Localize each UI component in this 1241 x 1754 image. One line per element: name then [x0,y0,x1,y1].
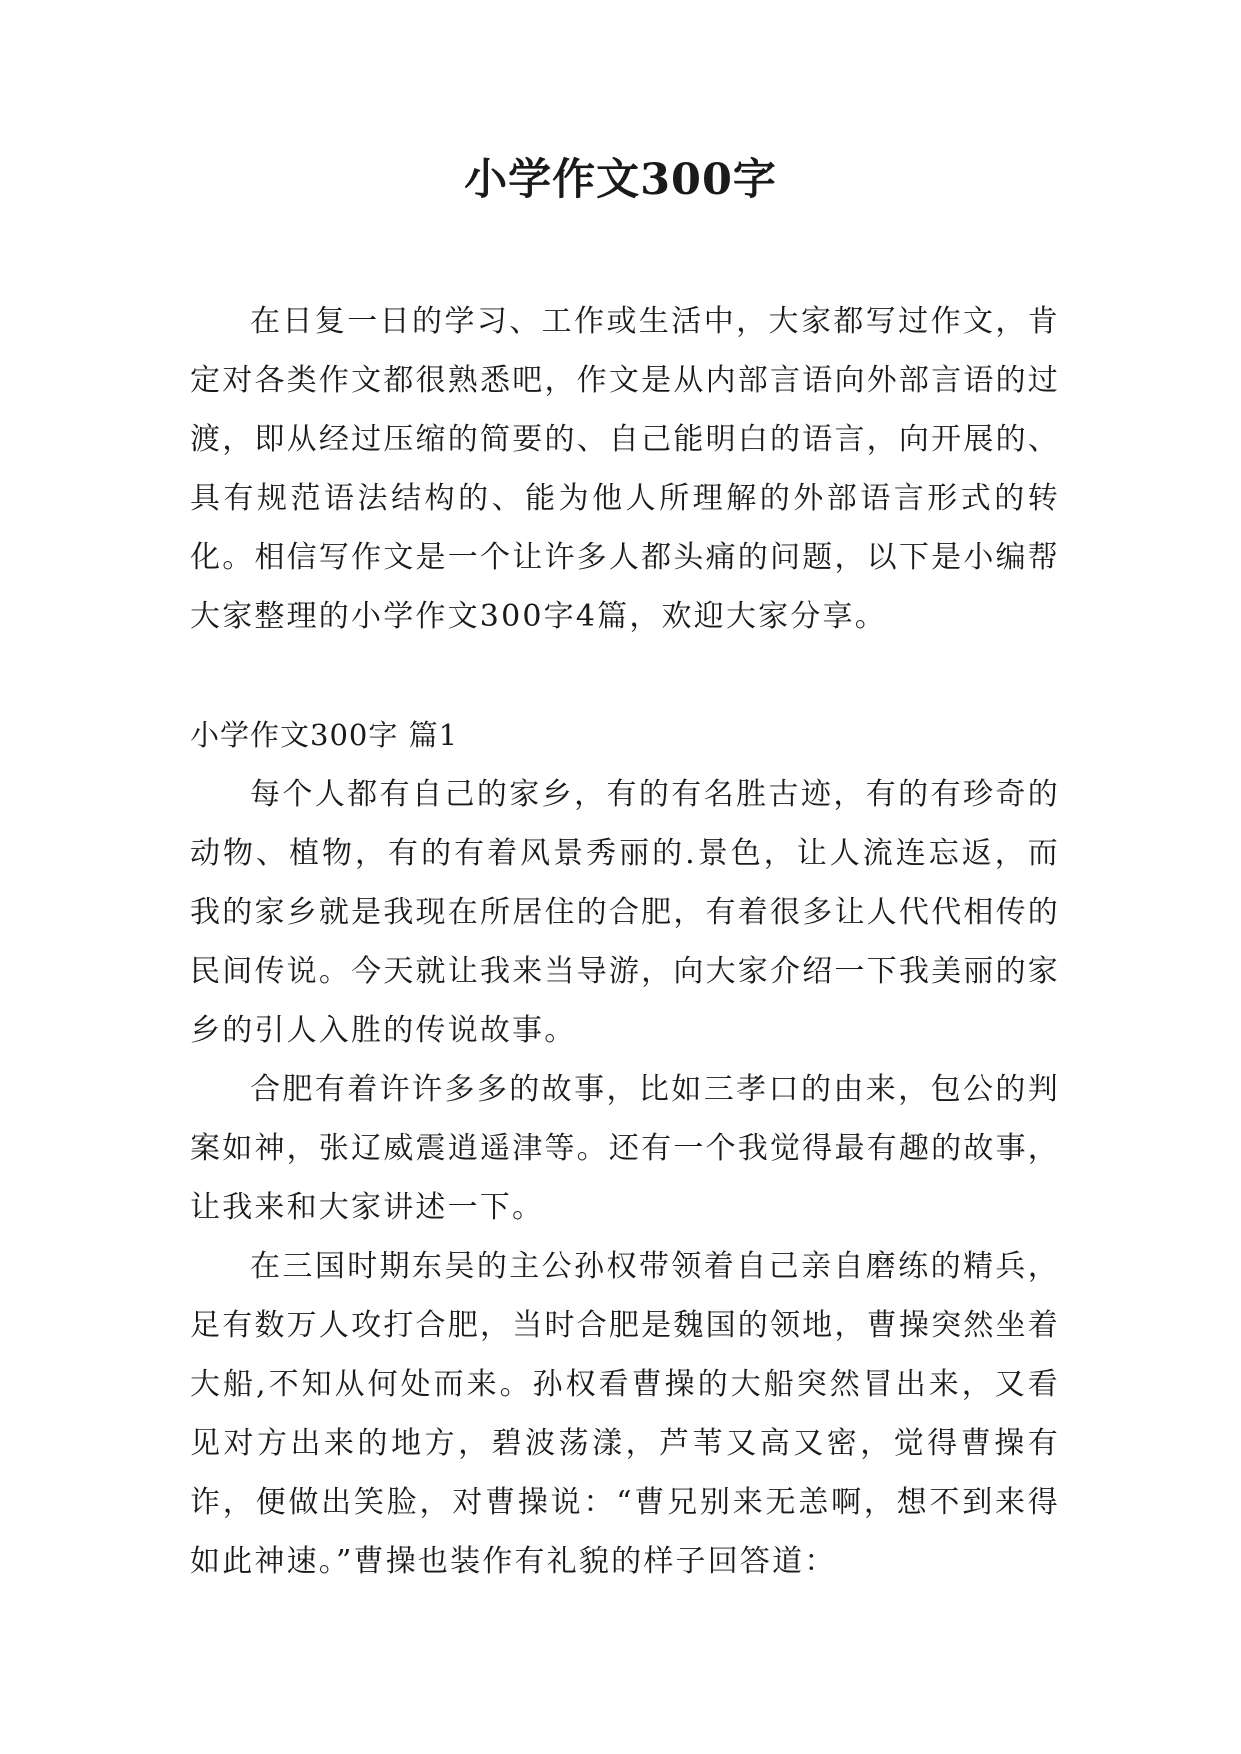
document-title: 小学作文300字 [464,155,777,205]
body-paragraph: 在三国时期东吴的主公孙权带领着自己亲自磨练的精兵，足有数万人攻打合肥，当时合肥是魏国的领地，曹操突然坐着大船,不知从何处而来。孙权看曹操的大船突然冒出来，又看见对方出来的地方，碧波荡漾，芦苇又高又密，觉得曹操有诈，便做出笑脸，对曹操说：“曹兄别来无恙啊，想不到来得如此神速。”曹操也装作有礼貌的样子回答道： [190,1249,1060,1579]
document-body [190,292,1060,1591]
section-heading: 小学作文300字 篇1 [190,718,459,752]
body-paragraph: 每个人都有自己的家乡，有的有名胜古迹，有的有珍奇的动物、植物，有的有着风景秀丽的.景色，让人流连忘返，而我的家乡就是我现在所居住的合肥，有着很多让人代代相传的民间传说。今天就让我来当导游，向大家介绍一下我美丽的家乡的引人入胜的传说故事。 [190,777,1060,1048]
body-paragraph: 合肥有着许许多多的故事，比如三孝口的由来，包公的判案如神，张辽威震逍遥津等。还有一个我觉得最有趣的故事，让我来和大家讲述一下。 [190,1072,1060,1225]
spacer [190,646,1060,706]
intro-paragraph: 在日复一日的学习、工作或生活中，大家都写过作文，肯定对各类作文都很熟悉吧，作文是从内部言语向外部言语的过渡，即从经过压缩的简要的、自己能明白的语言，向开展的、具有规范语法结构的、能为他人所理解的外部语言形式的转化。相信写作文是一个让许多人都头痛的问题，以下是小编帮大家整理的小学作文300字4篇，欢迎大家分享。 [190,304,1060,634]
